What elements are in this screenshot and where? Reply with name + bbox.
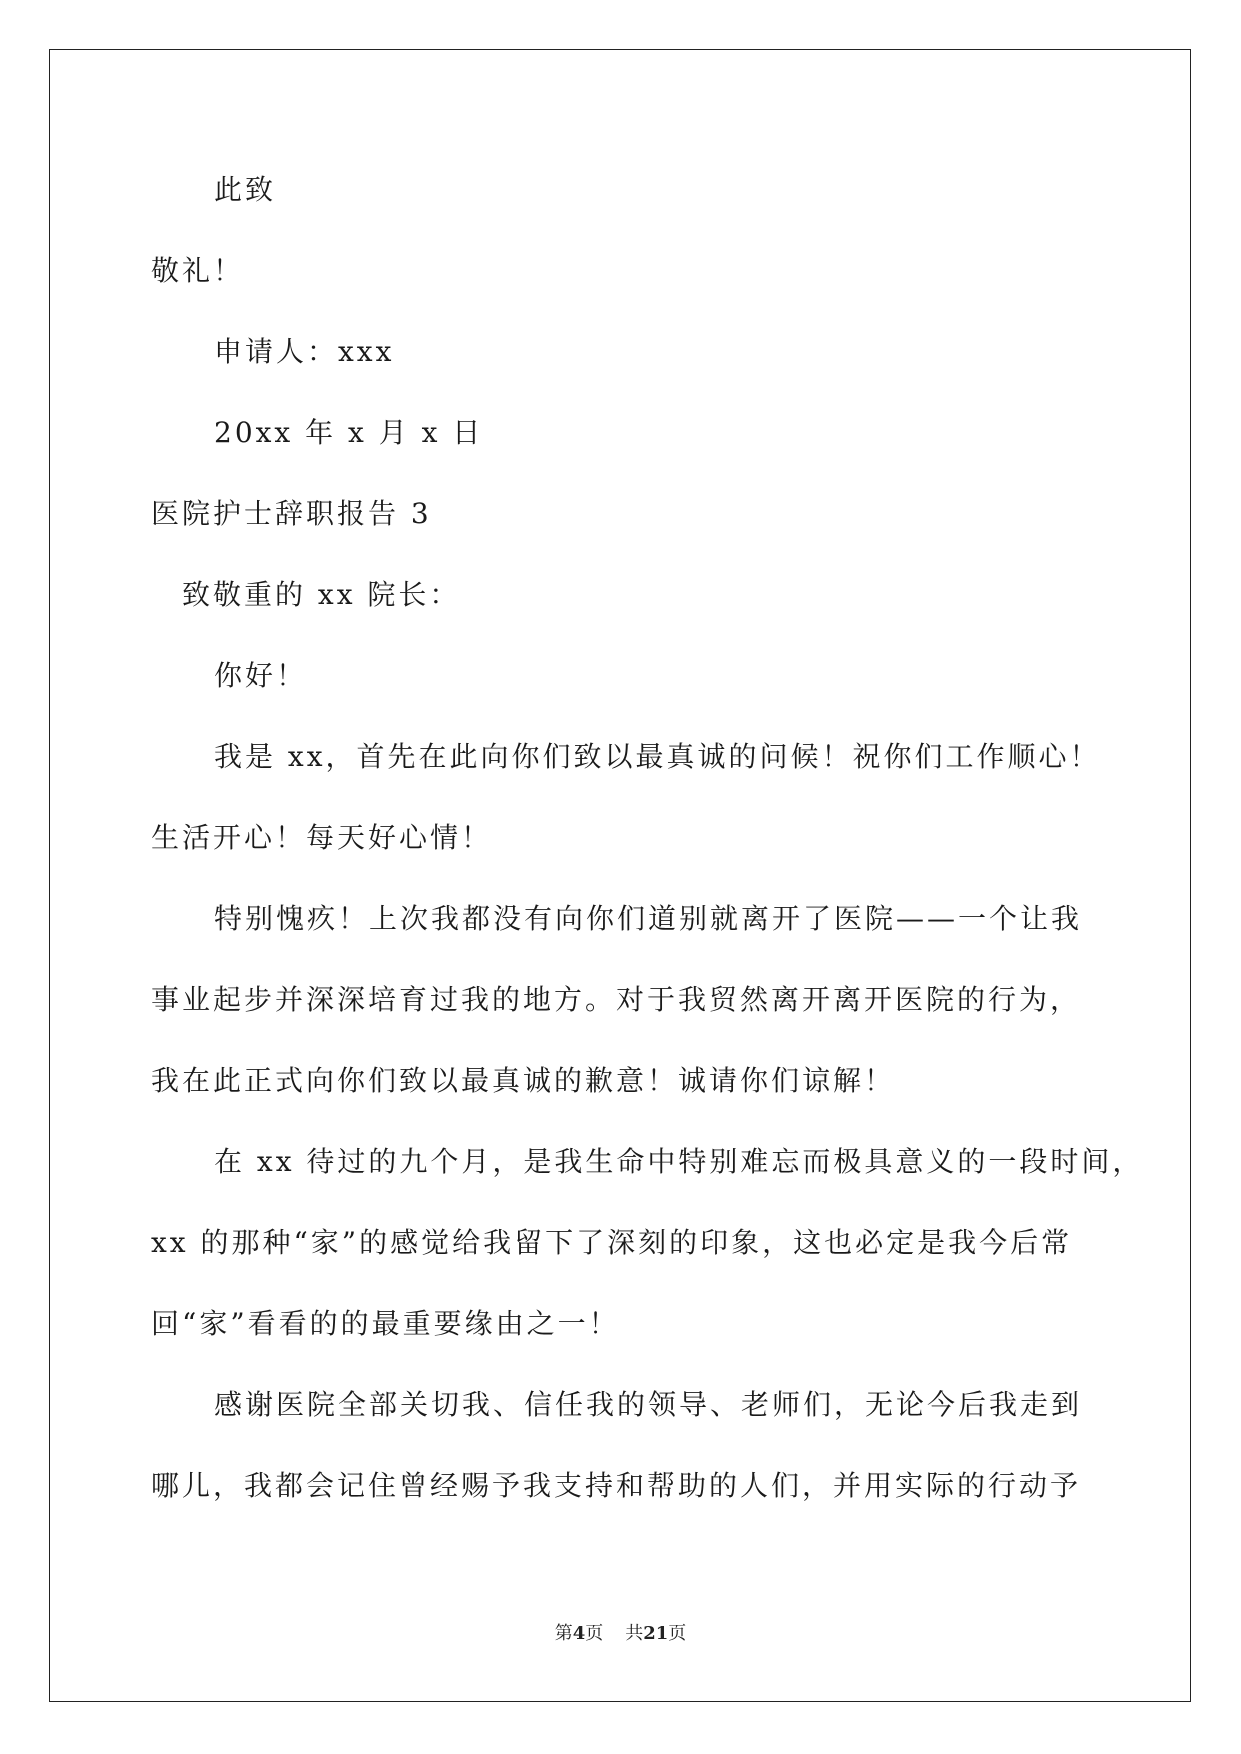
closing-salutation: 此致 <box>214 173 277 206</box>
paragraph-line: 事业起步并深深培育过我的地方。对于我贸然离开离开医院的行为， <box>151 983 1082 1016</box>
page-number: 4 <box>572 1623 586 1644</box>
total-suffix: 页 <box>668 1623 687 1644</box>
page-suffix: 页 <box>585 1623 604 1644</box>
total-pages: 21 <box>643 1623 669 1644</box>
letter-greeting: 致敬重的 xx 院长： <box>182 578 461 611</box>
paragraph-line: xx 的那种“家”的感觉给我留下了深刻的印象，这也必定是我今后常 <box>151 1226 1073 1259</box>
paragraph-line: 我是 xx，首先在此向你们致以最真诚的问候！祝你们工作顺心！ <box>214 740 1101 773</box>
paragraph-line: 特别愧疚！上次我都没有向你们道别就离开了医院——一个让我 <box>214 902 1083 935</box>
paragraph-line: 感谢医院全部关切我、信任我的领导、老师们，无论今后我走到 <box>214 1388 1083 1421</box>
paragraph-line: 回“家”看看的的最重要缘由之一！ <box>151 1307 620 1340</box>
page-footer <box>0 1622 1241 1646</box>
paragraph-line: 哪儿，我都会记住曾经赐予我支持和帮助的人们，并用实际的行动予 <box>151 1469 1082 1502</box>
closing-regards: 敬礼！ <box>151 254 245 287</box>
section-title: 医院护士辞职报告 3 <box>151 497 432 530</box>
page-prefix: 第 <box>554 1623 573 1644</box>
paragraph-line: 在 xx 待过的九个月，是我生命中特别难忘而极具意义的一段时间， <box>214 1145 1144 1178</box>
paragraph-line: 生活开心！每天好心情！ <box>151 821 493 854</box>
page-border <box>49 49 1191 1702</box>
date-line: 20xx 年 x 月 x 日 <box>214 416 484 449</box>
hello-line: 你好！ <box>214 659 308 692</box>
total-prefix: 共 <box>625 1623 644 1644</box>
paragraph-line: 我在此正式向你们致以最真诚的歉意！诚请你们谅解！ <box>151 1064 896 1097</box>
applicant-signature: 申请人：xxx <box>214 335 395 368</box>
